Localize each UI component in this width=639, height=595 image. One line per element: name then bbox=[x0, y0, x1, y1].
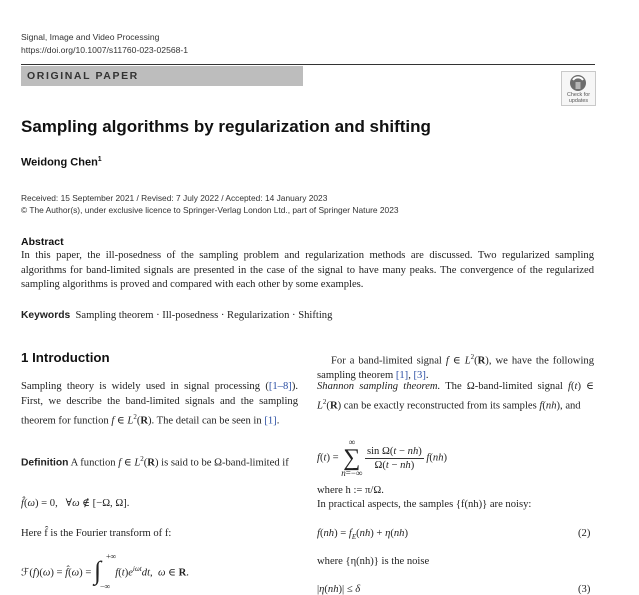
check-updates-icon bbox=[565, 73, 591, 93]
equation-number-3: (3) bbox=[578, 584, 591, 595]
doi-link[interactable]: https://doi.org/10.1007/s11760-023-02568-1 bbox=[21, 45, 189, 55]
abstract-text: In this paper, the ill-posedness of the sampling problem and regularization methods are discussed. Two regularized sampling algorithms for band-limited signals are presented in the case of the signal to have many peaks. The convergence of the regularized sampling algorithms is proved and compared with each other by some examples. bbox=[21, 250, 594, 291]
keywords-text: Sampling theorem · Ill-posedness · Regularization · Shifting bbox=[75, 310, 333, 321]
journal-name: Signal, Image and Video Processing bbox=[21, 32, 160, 42]
equation-shannon-reconstruction: f(t) = ∞ ∑ n=−∞ $\frac{\text{sin Ω(t − nh)}}{\Omega(t - nh)}$ f(nh) bbox=[317, 437, 448, 478]
paper-title: Sampling algorithms by regularization and shifting bbox=[21, 117, 431, 136]
keywords-label: Keywords bbox=[21, 310, 71, 321]
section-heading: 1 Introduction bbox=[21, 350, 110, 365]
shannon-label: Shannon sampling theorem. bbox=[317, 381, 441, 392]
dates-line: Received: 15 September 2021 / Revised: 7 July 2022 / Accepted: 14 January 2023 bbox=[21, 193, 328, 203]
where-eta-text: where {η(nh)} is the noise bbox=[317, 556, 430, 567]
author-affiliation: 1 bbox=[97, 156, 102, 163]
practical-text: In practical aspects, the samples {f(nh)} are noisy: bbox=[317, 499, 532, 510]
author-name: Weidong Chen bbox=[21, 156, 98, 169]
definition-block: Definition A function f ∈ $L^2(R)$ is said to be Ω-band-limited if bbox=[21, 455, 289, 469]
ref-link-1b[interactable]: [1] bbox=[395, 370, 409, 382]
ref-link-1-8[interactable]: [1–8] bbox=[268, 381, 292, 392]
ref-link-3[interactable]: [3] bbox=[413, 370, 426, 382]
right-paragraph-1: For a band-limited signal f ∈ $L^2(R)$, we have the following sampling theorem [1], [3]. bbox=[317, 353, 594, 382]
equation-bandlimited: f̂(ω) = 0, ∀ω ∉ [−Ω, Ω]. bbox=[21, 498, 130, 509]
equation-fourier-transform: ℱ(f)(ω) = f̂(ω) = ∫ +∞ −∞ $f(t)e^{i\omega t}dt$, ω ∈ R. bbox=[21, 552, 189, 591]
abstract-heading: Abstract bbox=[21, 236, 64, 248]
equation-noise-bound: |η(nh)| ≤ δ bbox=[317, 584, 361, 595]
ref-link-1[interactable]: [1] bbox=[264, 415, 277, 427]
equation-noisy-samples: $f(nh) = f_E(nh) + \eta(nh)$ bbox=[317, 528, 408, 542]
header-rule bbox=[21, 64, 595, 65]
equation-number-2: (2) bbox=[578, 528, 591, 539]
keywords-line bbox=[21, 310, 332, 321]
fourier-intro-text: Here f̂ is the Fourier transform of f: bbox=[21, 528, 172, 539]
shannon-theorem-paragraph: Shannon sampling theorem. The Ω-band-limited signal f(t) ∈ $L^2(R)$ can be exactly reconstructed from its samples f(nh), and bbox=[317, 381, 594, 412]
where-h-text: where h := π/Ω. bbox=[317, 485, 384, 496]
intro-paragraph: Sampling theory is widely used in signal processing ([1–8]). First, we describe the band-limited signals and the sampling theorem for function f ∈ $L^2(R)$. The detail can be seen in [1]. bbox=[21, 381, 298, 427]
check-updates-label: Check for updates bbox=[566, 92, 591, 104]
definition-label: Definition bbox=[21, 457, 69, 469]
author bbox=[21, 156, 102, 169]
copyright-line: © The Author(s), under exclusive licence to Springer-Verlag London Ltd., part of Springer Nature 2023 bbox=[21, 205, 399, 215]
article-type-label: ORIGINAL PAPER bbox=[27, 70, 139, 82]
